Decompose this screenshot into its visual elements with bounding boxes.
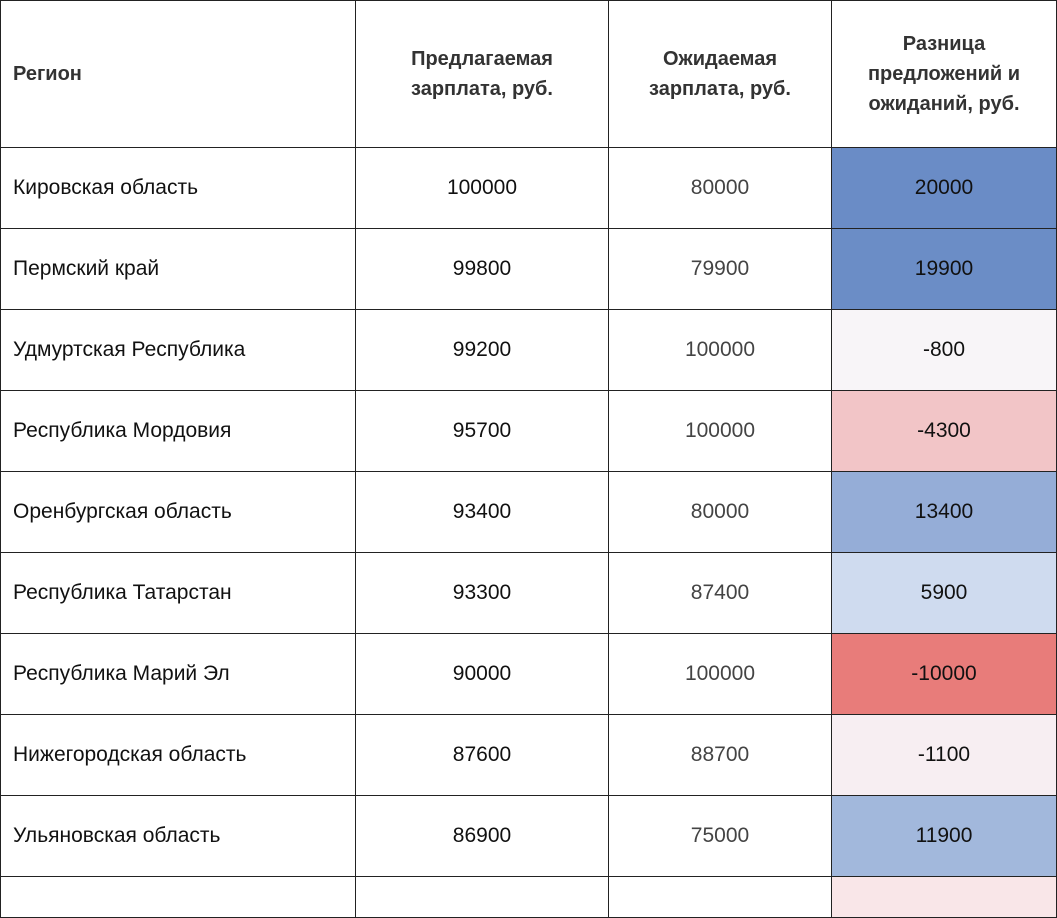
header-offered-salary: Предлагаемая зарплата, руб. (356, 1, 609, 148)
cell-expected: 80000 (609, 472, 832, 553)
cell-difference: 13400 (832, 472, 1057, 553)
cell-difference: 5900 (832, 553, 1057, 634)
cell-difference: 11900 (832, 796, 1057, 877)
cell-expected: 88700 (609, 715, 832, 796)
table-row (1, 472, 1057, 553)
table-row (1, 634, 1057, 715)
header-row (1, 1, 1057, 148)
cell-offered: 100000 (356, 148, 609, 229)
table-row (1, 310, 1057, 391)
table-row (1, 229, 1057, 310)
cell-difference: -4300 (832, 391, 1057, 472)
cell-expected: 100000 (609, 391, 832, 472)
cell-offered: 90000 (356, 634, 609, 715)
table-row (1, 391, 1057, 472)
cell-offered: 93300 (356, 553, 609, 634)
cell-region: Республика Татарстан (1, 553, 356, 634)
cell-expected: 80000 (609, 148, 832, 229)
cell-difference: -800 (832, 310, 1057, 391)
cell-offered: 93400 (356, 472, 609, 553)
header-expected-salary: Ожидаемая зарплата, руб. (609, 1, 832, 148)
cell-region: Нижегородская область (1, 715, 356, 796)
cell-region: Пермский край (1, 229, 356, 310)
cell-expected: 75000 (609, 796, 832, 877)
table-row (1, 553, 1057, 634)
cell-region: Республика Мордовия (1, 391, 356, 472)
cell-difference: 20000 (832, 148, 1057, 229)
cell-expected: 79900 (609, 229, 832, 310)
cell-offered: 95700 (356, 391, 609, 472)
cell-expected: 87400 (609, 553, 832, 634)
cell-difference: -1100 (832, 715, 1057, 796)
cell-difference: 19900 (832, 229, 1057, 310)
cell-offered: 99800 (356, 229, 609, 310)
cell-offered: 99200 (356, 310, 609, 391)
cell-offered: 86900 (356, 796, 609, 877)
table-row (1, 715, 1057, 796)
cell-region: Республика Марий Эл (1, 634, 356, 715)
cell-region: Ульяновская область (1, 796, 356, 877)
cell-region: Кировская область (1, 148, 356, 229)
cell-expected: 100000 (609, 310, 832, 391)
header-difference: Разница предложений и ожиданий, руб. (832, 1, 1057, 148)
cell-offered: 87600 (356, 715, 609, 796)
table-row (1, 796, 1057, 877)
cell-expected: 100000 (609, 634, 832, 715)
cell-difference: -10000 (832, 634, 1057, 715)
cell-region: Оренбургская область (1, 472, 356, 553)
cell-region: Удмуртская Республика (1, 310, 356, 391)
header-region: Регион (1, 1, 356, 148)
table-row (1, 148, 1057, 229)
